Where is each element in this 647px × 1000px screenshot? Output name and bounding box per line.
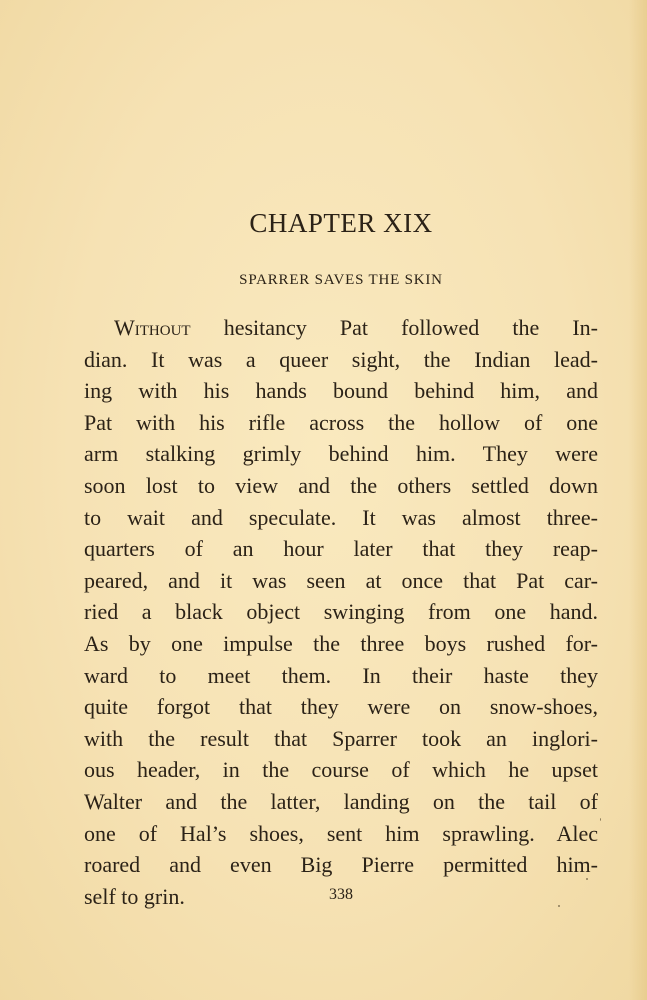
chapter-body xyxy=(84,312,598,912)
text-line: As by one impulse the three boys rushed for- xyxy=(84,630,598,656)
paper-speck xyxy=(586,878,588,880)
text-line: ried a black object swinging from one hand. xyxy=(84,599,598,625)
text-line: ing with his hands bound behind him, and xyxy=(84,378,598,404)
text-line: to wait and speculate. It was almost three- xyxy=(84,504,598,530)
chapter-title: CHAPTER XIX xyxy=(249,208,433,238)
text-line: quarters of an hour later that they reap- xyxy=(84,536,598,562)
text-line: self to grin. xyxy=(84,883,185,909)
text-line: one of Hal’s shoes, sent him sprawling. Alec xyxy=(84,820,598,846)
text-line: roared and even Big Pierre permitted him- xyxy=(84,852,598,878)
text-line: arm stalking grimly behind him. They were xyxy=(84,441,598,467)
lead-word: Without xyxy=(114,315,191,340)
paper-speck xyxy=(600,818,601,821)
text-line: ward to meet them. In their haste they xyxy=(84,662,598,688)
page-edge-shading xyxy=(629,0,647,1000)
chapter-subtitle: SPARRER SAVES THE SKIN xyxy=(239,272,443,288)
text-line: dian. It was a queer sight, the Indian lead- xyxy=(84,346,598,372)
text-line: soon lost to view and the others settled down xyxy=(84,472,598,498)
text-line: peared, and it was seen at once that Pat car- xyxy=(84,567,598,593)
text-line: quite forgot that they were on snow-shoes, xyxy=(84,694,598,720)
text-line: with the result that Sparrer took an inglori- xyxy=(84,725,598,751)
text-line xyxy=(84,312,598,344)
page-number: 338 xyxy=(329,886,353,903)
text-line: ous header, in the course of which he upset xyxy=(84,757,598,783)
text-line-rest: hesitancy Pat followed the In- xyxy=(190,315,598,340)
paper-speck xyxy=(558,905,560,907)
text-line: Walter and the latter, landing on the tail of xyxy=(84,788,598,814)
text-line: Pat with his rifle across the hollow of one xyxy=(84,409,598,435)
